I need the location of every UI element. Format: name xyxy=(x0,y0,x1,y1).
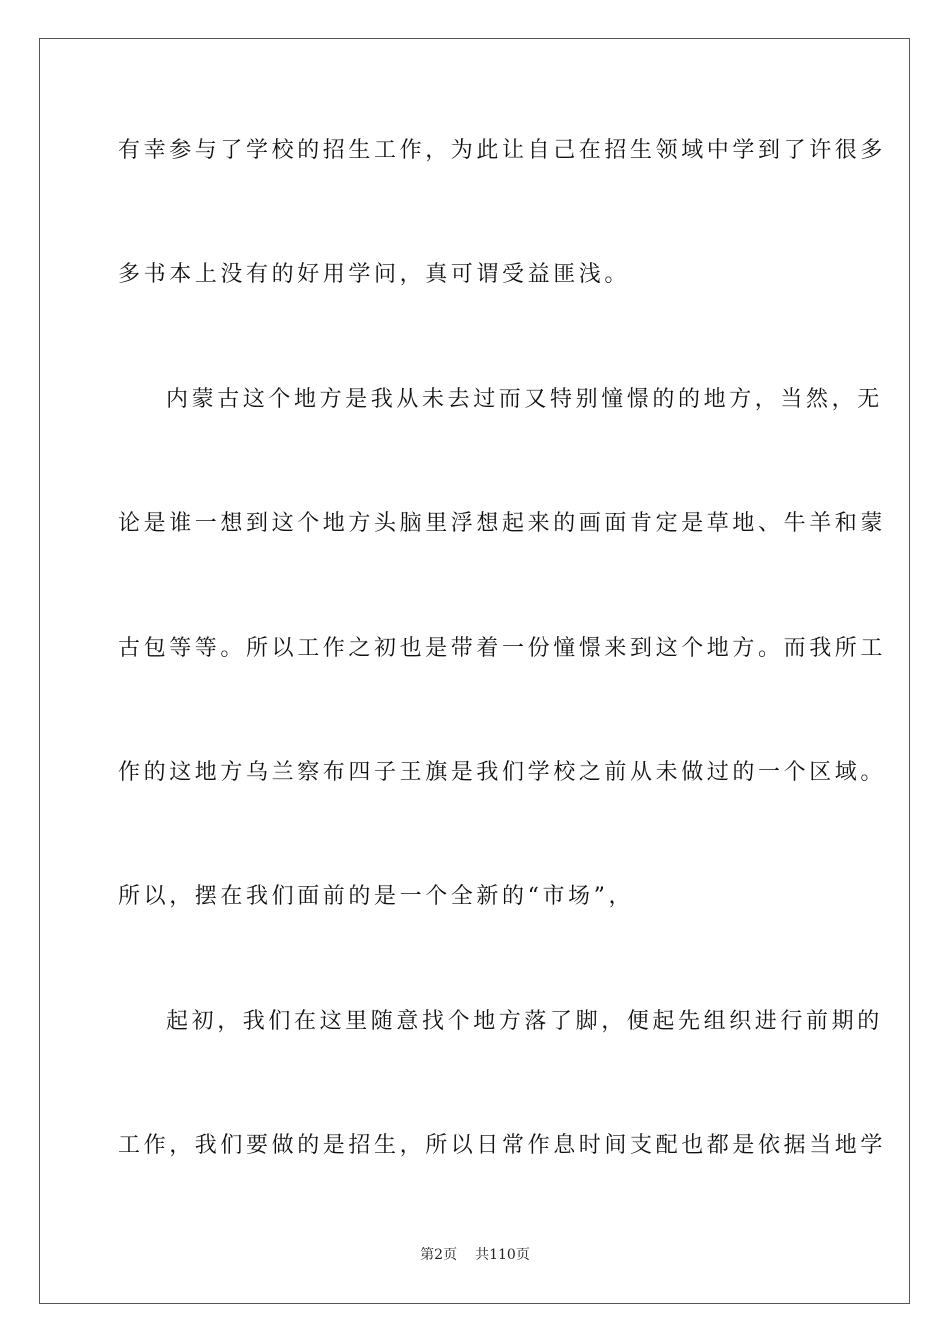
body-text-line: 所以，摆在我们面前的是一个全新的“市场”， xyxy=(118,884,635,909)
total-pages: 共110页 xyxy=(475,1247,530,1263)
page-border xyxy=(39,38,910,1304)
page-footer xyxy=(0,1246,950,1264)
body-text-line: 作的这地方乌兰察布四子王旗是我们学校之前从未做过的一个区域。 xyxy=(118,760,887,785)
body-text-line: 工作，我们要做的是招生，所以日常作息时间支配也都是依据当地学 xyxy=(118,1133,887,1158)
page-number: 第2页 xyxy=(420,1247,458,1263)
body-text-line: 论是谁一想到这个地方头脑里浮想起来的画面肯定是草地、牛羊和蒙 xyxy=(118,511,887,536)
body-text-line: 古包等等。所以工作之初也是带着一份憧憬来到这个地方。而我所工 xyxy=(118,636,887,661)
body-text-line: 多书本上没有的好用学问，真可谓受益匪浅。 xyxy=(118,262,631,287)
body-text-line: 有幸参与了学校的招生工作，为此让自己在招生领域中学到了许很多 xyxy=(118,138,887,163)
paragraph-first-line: 起初，我们在这里随意找个地方落了脚，便起先组织进行前期的 xyxy=(166,1009,883,1034)
paragraph-first-line: 内蒙古这个地方是我从未去过而又特别憧憬的的地方，当然，无 xyxy=(166,387,883,412)
